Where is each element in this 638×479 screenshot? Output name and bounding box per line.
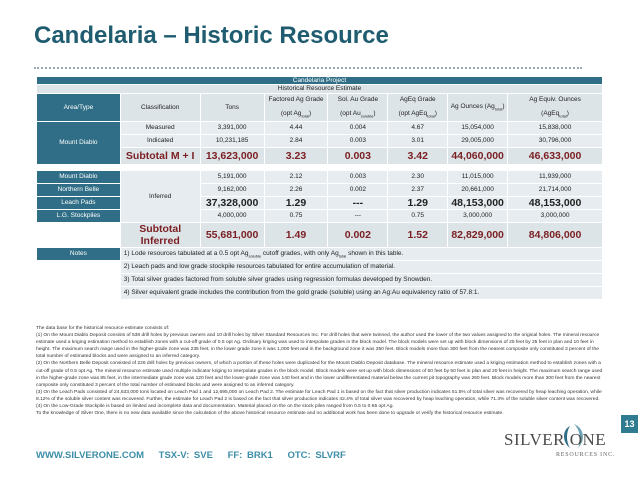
header-au-grade-unit: (opt Au: [340, 110, 361, 118]
cell-ageq-ounces: 15,838,000: [508, 121, 603, 134]
header-au-grade: Sol. Au Grade (opt $Au_{soluble}$): [328, 93, 388, 121]
cell-ag-grade: 2.26: [264, 183, 328, 196]
header-ageq-grade: AgEq Grade (opt AgEq$_{total}$): [388, 93, 448, 121]
cell-au-grade: ---: [328, 196, 388, 209]
header-ageq-grade-label: AgEq Grade: [399, 95, 436, 103]
table-row: [37, 134, 603, 147]
table-row: [37, 121, 603, 134]
footnote-4: (4) On the Low-Grade Stockpile is based on limited and incomplete data and documentation. Material placed on the on the stock piles ranged from 0.5 to 0.65 opt Ag.: [36, 404, 394, 410]
cell-classification: Subtotal M + I: [120, 147, 200, 164]
empty-cell: [37, 274, 121, 287]
table-row: [37, 170, 603, 183]
table-subcaption: Historical Resource Estimate: [37, 85, 603, 93]
dotted-divider: [34, 67, 582, 69]
note-4: 4) Silver equivalent grade includes the contribution from the gold grade (soluble) using an Ag:Au equivalency ratio of 57.8:1.: [120, 287, 602, 300]
cell-au-grade: 0.003: [328, 147, 388, 164]
row-label-mount-diablo: Mount Diablo: [37, 121, 121, 164]
cell-ag-grade: 2.12: [264, 170, 328, 183]
page-number: 13: [621, 415, 638, 433]
cell-tons: 55,681,000: [200, 223, 264, 248]
cell-ag-grade: 1.29: [264, 196, 328, 209]
notes-label: Notes: [37, 248, 121, 261]
cell-au-grade: 0.002: [328, 183, 388, 196]
cell-ag-ounces: 11,015,000: [448, 170, 508, 183]
footer-ff: FF: BRK1: [227, 450, 273, 461]
subtotal-row: [37, 147, 603, 164]
cell-ag-ounces: 29,005,000: [448, 134, 508, 147]
cell-ag-ounces: 3,000,000: [448, 210, 508, 223]
header-classification: Classification: [120, 93, 200, 121]
cell-ag-grade: 3.23: [264, 147, 328, 164]
header-ag-ounces-sub: total: [494, 106, 503, 112]
cell-ageq-ounces: 11,939,000: [508, 170, 603, 183]
cell-au-grade: 0.003: [328, 170, 388, 183]
cell-tons: 5,191,000: [200, 170, 264, 183]
cell-tons: 13,623,000: [200, 147, 264, 164]
note-row: [37, 274, 603, 287]
row-label: Northern Belle: [37, 183, 121, 196]
header-ag-equiv-unit: (AgEq: [541, 110, 560, 118]
note-3: 3) Total silver grades factored from soluble silver grades using regression formulas developed by Snowden.: [120, 274, 602, 287]
cell-ag-ounces: 48,153,000: [448, 196, 508, 209]
note-1-sub1: soluble: [248, 252, 262, 258]
cell-tons: 4,000,000: [200, 210, 264, 223]
note-row: [37, 261, 603, 274]
header-ag-ounces: Ag Ounces $(Ag_{total})$: [448, 93, 508, 121]
footnote-3: (3) On the Leach Pads consisted of 24,633,000 tons located on Leach Pad 1 and 12,695,000 on Leach Pad 2. The estimate for Leach Pad 1 is based on the fact that silver production indicates 51.5% of total silver was recovered by heap leaching operation, while 8.12% of the soluble silver content was recovered. Further, the estimate for Leach Pad 2 is based on the fact that silver production indicates 42.4% of total silver was recovered by heap leaching operation, while 71.3% of the soluble silver content was recovered.: [36, 389, 602, 402]
cell-tons: 37,328,000: [200, 196, 264, 209]
cell-classification: Measured: [120, 121, 200, 134]
header-ag-grade-unit-sub: total: [301, 113, 309, 119]
header-ag-grade: Factored Ag Grade (opt $Ag_{total}$): [264, 93, 328, 121]
cell-ageq-grade: 1.52: [388, 223, 448, 248]
slide-title: Candelaria – Historic Resource: [34, 22, 389, 49]
logo-subtitle: RESOURCES INC.: [556, 452, 616, 458]
header-au-grade-unit-sub: soluble: [360, 113, 374, 119]
cell-au-grade: 0.004: [328, 121, 388, 134]
row-label: L.G. Stockpiles: [37, 210, 121, 223]
cell-ag-ounces: 20,661,000: [448, 183, 508, 196]
cell-ageq-ounces: 84,806,000: [508, 223, 603, 248]
cell-ageq-ounces: 48,153,000: [508, 196, 603, 209]
resource-table: [36, 76, 603, 300]
footnotes: [36, 325, 606, 417]
footer-otc: OTC: SLVRF: [287, 450, 346, 461]
cell-ageq-ounces: 30,796,000: [508, 134, 603, 147]
empty-cell: [37, 287, 121, 300]
footnote-2: (2) On the Northern Belle Deposit consisted of 226 drill holes by previous owners, of which a portion of these holes were duplicated for the Mount Diablo Deposit database. The mineral resource estimate used a kriging estimation method to establish zones with a cut-off grade of 0.5 opt Ag. The mineral resource estimate used multiple indicator kriging to interpolate grades in the block model. Block models were set up with block dimensions of 50 feet by 50 feet in plan and 20 feet in height. The maximum search range used in the higher-grade zone was 85 feet, in the intermediate grade zone was 120 feet and the lower-grade zone was 140 feet and in the lower undifferentiated material below the current pit topography was 260 feet. Block models more than 300 feet from the nearest composite only constituted 3 percent of the total number of estimated blocks and were assigned to an inferred category.: [36, 361, 603, 388]
header-ag-equiv-unit-sub: total: [559, 113, 567, 119]
cell-ag-grade: 0.75: [264, 210, 328, 223]
note-row: [37, 248, 603, 261]
note-1: [120, 248, 602, 261]
cell-tons: 3,391,000: [200, 121, 264, 134]
header-area-type: Area/Type: [37, 93, 121, 121]
cell-ageq-grade: 1.29: [388, 196, 448, 209]
cell-ag-ounces: 15,054,000: [448, 121, 508, 134]
note-1-post: shown in this table.: [346, 249, 404, 257]
cell-ageq-grade: 2.30: [388, 170, 448, 183]
cell-ageq-ounces: 3,000,000: [508, 210, 603, 223]
cell-ag-grade: 1.49: [264, 223, 328, 248]
header-ag-grade-unit: (opt Ag: [280, 110, 302, 118]
cell-ageq-grade: 0.75: [388, 210, 448, 223]
cell-ageq-ounces: 21,714,000: [508, 183, 603, 196]
cell-au-grade: ---: [328, 210, 388, 223]
cell-classification: Indicated: [120, 134, 200, 147]
cell-ag-grade: 4.44: [264, 121, 328, 134]
cell-tons: 10,231,185: [200, 134, 264, 147]
header-au-grade-label: Sol. Au Grade: [337, 95, 379, 103]
note-row: [37, 287, 603, 300]
cell-au-grade: 0.003: [328, 134, 388, 147]
subtotal-row: [37, 223, 603, 248]
empty-cell: [37, 261, 121, 274]
note-1-sub2: total: [338, 252, 347, 258]
cell-tons: 9,162,000: [200, 183, 264, 196]
cell-ag-ounces: 44,060,000: [448, 147, 508, 164]
cell-ageq-grade: 2.37: [388, 183, 448, 196]
header-ag-grade-label: Factored Ag Grade: [268, 95, 324, 103]
note-1-mid: cutoff grades, with only Ag: [261, 249, 339, 257]
row-label: Mount Diablo: [37, 170, 121, 183]
empty-cell: [37, 223, 121, 248]
footer-website-link[interactable]: WWW.SILVERONE.COM: [36, 450, 145, 461]
cell-ag-ounces: 82,829,000: [448, 223, 508, 248]
footer-tsxv: TSX-V: SVE: [158, 450, 213, 461]
note-2: 2) Leach pads and low grade stockpile resources tabulated for entire accumulation of material.: [120, 261, 602, 274]
header-ag-equiv: Ag Equiv. Ounces (AgEq$_{total}$): [508, 93, 603, 121]
footnote-intro: The data base for the historical resource estimate consists of:: [36, 326, 170, 331]
table-caption: Candelaria Project: [37, 77, 603, 85]
header-ag-ounces-label: Ag Ounces (Ag: [450, 102, 495, 110]
logo-name: SILVER ONE: [504, 430, 607, 449]
footnote-1: (1) On the Mount Diablo Deposit consists of 538 drill holes by previous owners and 10 drill holes by Silver Standard Resources Inc. For drill holes that were twinned, the author used the lower of the two values assigned to the original holes. The mineral resource estimate used a kriging estimation method to establish zones with a cut-off grade of 0.5 opt Ag. Ordinary kriging was used to interpolate grades in the block model. The block models were set up with block dimensions of 25 feet by 25 feet in plan and 10 feet in height. The maximum search range used in the higher-grade zone was 235 feet, in the lower grade zone it was 1,000 feet and in the background zone it was 350 feet. Block models more than 300 feet from the nearest composite only constituted 3 percent of the total number of estimated blocks and were assigned to an inferred category.: [36, 333, 600, 360]
note-1-pre: 1) Lode resources tabulated at a 0.5 opt Ag: [123, 249, 249, 257]
footnote-closing: To the knowledge of Silver One, there is no new data available since the calculation of the above historical resource estimate and no additional work has been done to upgrade or verify the historical resource estimate.: [36, 411, 504, 417]
cell-au-grade: 0.002: [328, 223, 388, 248]
footer-bar: [36, 450, 356, 461]
cell-ageq-grade: 4.67: [388, 121, 448, 134]
cell-classification-inferred: Inferred: [120, 170, 200, 222]
cell-ageq-grade: 3.01: [388, 134, 448, 147]
cell-ageq-grade: 3.42: [388, 147, 448, 164]
header-ag-equiv-label: Ag Equiv. Ounces: [529, 95, 581, 103]
cell-ageq-ounces: 46,633,000: [508, 147, 603, 164]
row-label: Leach Pads: [37, 196, 121, 209]
header-ageq-grade-unit-sub: total: [427, 113, 435, 119]
cell-classification: Subtotal Inferred: [120, 223, 200, 248]
header-ageq-grade-unit: (opt AgEq: [398, 110, 428, 118]
cell-ag-grade: 2.84: [264, 134, 328, 147]
header-tons: Tons: [200, 93, 264, 121]
